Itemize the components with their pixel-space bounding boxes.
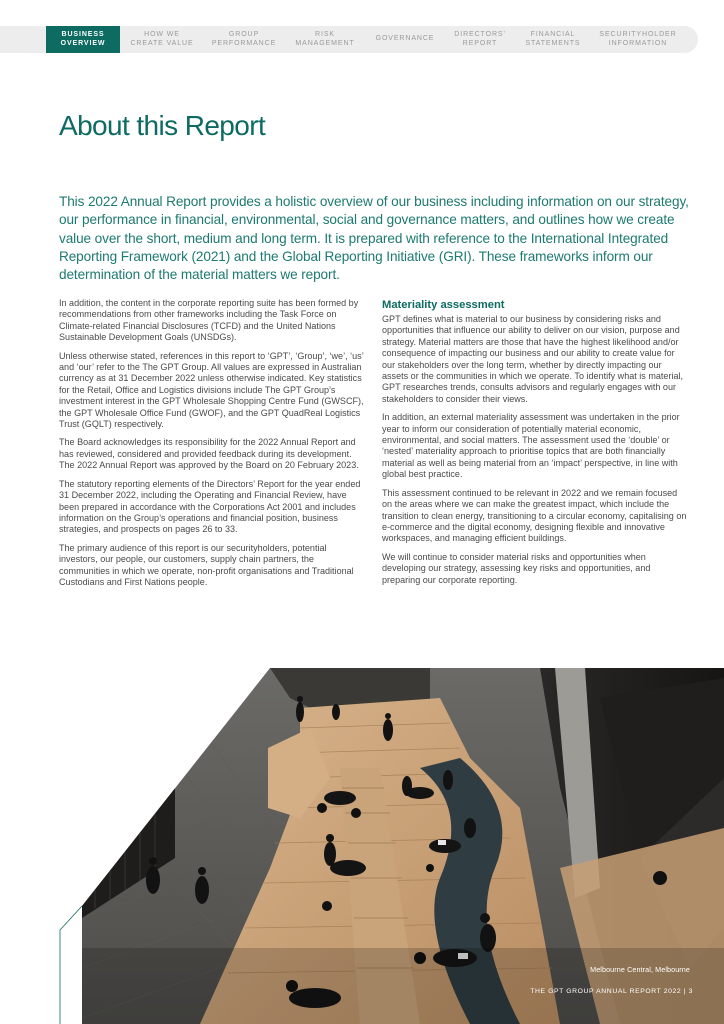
body-paragraph: Unless otherwise stated, references in this report to ‘GPT’, ‘Group’, ‘we’, ‘us’ and ‘our’ refer to the The GPT Group. All values are expressed in Australian currency as at 31 December 2022 unless otherwise indicated. Key statistics for the Retail, Office and Logistics divisions include The GPT Group’s investment interest in the GPT Wholesale Shopping Centre Fund (GWSCF), the GPT Wholesale Office Fund (GWOF), and the GPT QuadReal Logistics Trust (GQLT) respectively. [59, 350, 364, 430]
nav-tab-label: DIRECTORS' [454, 31, 506, 38]
nav-tab-label: FINANCIAL [530, 31, 576, 38]
right-column [382, 298, 688, 593]
nav-tab-how-we-create-value[interactable] [124, 26, 200, 53]
body-paragraph: In addition, an external materiality assessment was undertaken in the prior year to inform our consideration of potentially material economic, environmental, and social matters. The assessment used the ‘double’ or ‘nested’ materiality approach to prioritise topics that are both financially material as well as being material from an ‘impact’ perspective, in line with global best practice. [382, 412, 680, 480]
interior-photo [0, 668, 724, 1024]
nav-tab-securityholder-information[interactable] [592, 26, 684, 53]
nav-tab-label: OVERVIEW [60, 39, 106, 47]
nav-tab-label: BUSINESS [61, 31, 105, 38]
nav-tab-business-overview[interactable] [46, 26, 120, 53]
decorative-outline [60, 906, 82, 1024]
nav-tab-label: RISK [315, 31, 335, 38]
body-paragraph: The statutory reporting elements of the Directors’ Report for the year ended 31 December 2022, including the Operating and Financial Review, have been prepared in accordance with the Corporations Act 2001 and includes information on the Group’s operations and financial position, business strategies, and prospects on pages 26 to 33. [59, 478, 361, 535]
photo-caption: Melbourne Central, Melbourne [590, 965, 690, 974]
nav-tab-directors-report[interactable] [446, 26, 514, 53]
nav-tab-group-performance[interactable] [206, 26, 282, 53]
nav-tab-financial-statements[interactable] [518, 26, 588, 53]
nav-tab-label: INFORMATION [608, 39, 668, 47]
body-paragraph: The Board acknowledges its responsibility for the 2022 Annual Report and has reviewed, considered and provided feedback during its development. The 2022 Annual Report was approved by the Board on 20 February 2023. [59, 437, 359, 471]
body-paragraph: We will continue to consider material risks and opportunities when developing our strategy, assessing key risks and opportunities, and preparing our corporate reporting. [382, 551, 651, 585]
nav-tab-risk-management[interactable] [287, 26, 363, 53]
nav-tab-label: SECURITYHOLDER [599, 31, 677, 38]
body-paragraph: GPT defines what is material to our business by considering risks and opportunities that influence our ability to deliver on our vision, purpose and strategy. Material matters are those that have the highest likelihood and/or consequence of impacting our business and our ability to create value for our stakeholders over the long term, whether by directly impacting our assets or the communities in which we operate. To identify what is material, GPT researches trends, consults advisors and regularly engages with our stakeholders to consider their views. [382, 314, 684, 404]
page-footer: THE GPT GROUP ANNUAL REPORT 2022 | 3 [530, 988, 693, 995]
nav-tab-governance[interactable] [368, 26, 442, 53]
body-paragraph: This assessment continued to be relevant in 2022 and we remain focused on the areas where we can make the greatest impact, which include the transition to clean energy, transitioning to a circular economy, capitalising on e-commerce and the digital economy, designing flexible and innovative workspaces, and managing efficient buildings. [382, 487, 687, 544]
nav-tab-label: GROUP [228, 31, 260, 38]
page-title: About this Report [59, 110, 266, 141]
materiality-heading: Materiality assessment [382, 299, 505, 311]
nav-tab-label: HOW WE [144, 31, 180, 38]
nav-tab-label: REPORT [462, 39, 498, 47]
nav-tab-label: PERFORMANCE [211, 39, 277, 47]
nav-tab-label: STATEMENTS [525, 39, 581, 47]
nav-tab-label: CREATE VALUE [130, 39, 194, 47]
nav-tab-label: MANAGEMENT [295, 39, 355, 47]
nav-tab-label: GOVERNANCE [375, 35, 435, 43]
body-paragraph: In addition, the content in the corporate reporting suite has been formed by recommendations from other frameworks including the Task Force on Climate-related Financial Disclosures (TCFD) and the United Nations Sustainable Development Goals (UNSDGs). [59, 298, 359, 343]
section-nav [0, 26, 698, 53]
body-paragraph: The primary audience of this report is our securityholders, potential investors, our people, our customers, supply chain partners, the communities in which we operate, non-profit organisations and Traditional Custodians and First Nations people. [59, 542, 354, 587]
left-column [59, 298, 365, 595]
intro-paragraph: This 2022 Annual Report provides a holistic overview of our business including information on our strategy, our performance in financial, environmental, social and governance matters, and outlines how we create value over the short, medium and long term. It is prepared with reference to the International Integrated Reporting Framework (2021) and the Global Reporting Initiative (GRI). These frameworks inform our determination of the material matters we report. [59, 194, 689, 283]
